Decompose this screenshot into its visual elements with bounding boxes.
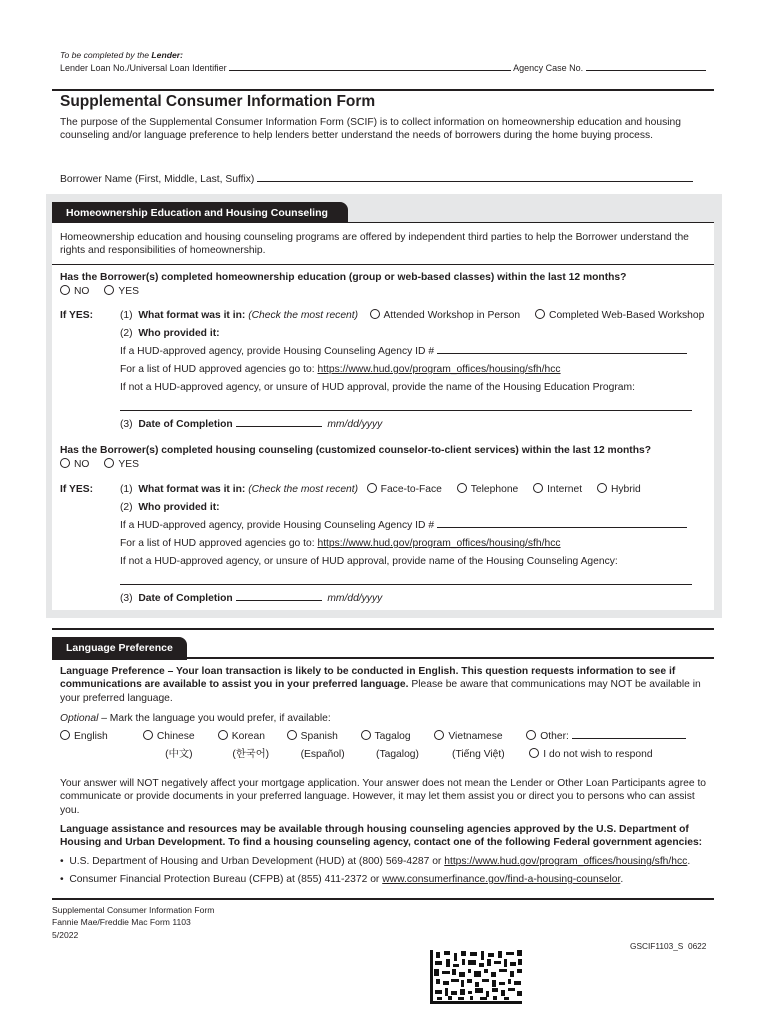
q1-yes-label: YES xyxy=(118,286,139,297)
edu-n1: (1) xyxy=(120,310,133,321)
borrower-name-field[interactable] xyxy=(257,181,693,182)
edu-who-provided: Who provided it: xyxy=(138,328,220,339)
language-tagalog-label: Tagalog xyxy=(374,731,411,742)
coun-hud-id-field[interactable] xyxy=(437,527,687,528)
language-tagalog-native: (Tagalog) xyxy=(376,749,419,760)
coun-format-q: What format was it in: xyxy=(138,484,246,495)
q2-no-label: NO xyxy=(74,459,90,470)
agency-case-field[interactable] xyxy=(586,70,706,71)
edu-hud-id-field[interactable] xyxy=(437,353,687,354)
language-note: Your answer will NOT negatively affect your mortgage application. Your answer does not mean the Lender or Other Loan Participants agree to communicate or provide documents in your preferred language. However, it may let them assist you or direct you to persons who can assist you. xyxy=(60,778,707,816)
edu-if-yes: If YES: xyxy=(60,310,93,321)
edu-n2: (2) xyxy=(120,328,133,339)
form-title: Supplemental Consumer Information Form xyxy=(60,93,376,110)
edu-option-workshop-label: Attended Workshop in Person xyxy=(383,310,521,321)
edu-option-workshop[interactable] xyxy=(370,309,521,322)
language-intro xyxy=(60,665,712,705)
language-other-field[interactable] xyxy=(572,738,686,739)
language-optional-label: Optional xyxy=(60,713,99,724)
coun-date-field[interactable] xyxy=(236,600,322,601)
coun-hud-id-label: If a HUD-approved agency, provide Housing Counseling Agency ID # xyxy=(120,520,435,531)
language-vietnamese[interactable] xyxy=(434,730,523,743)
language-tab: Language Preference xyxy=(52,637,187,660)
edu-hud-link[interactable]: https://www.hud.gov/program_offices/housing/sfh/hcc xyxy=(317,364,561,375)
q2-answers xyxy=(60,458,151,471)
hud-contact-period: . xyxy=(687,856,691,867)
coun-list-row xyxy=(120,537,561,550)
language-other[interactable] xyxy=(526,730,686,743)
language-tab-rule xyxy=(52,657,714,659)
coun-option-phone[interactable] xyxy=(457,483,519,496)
agency-case-label: Agency Case No. xyxy=(513,63,584,73)
q2-yes-label: YES xyxy=(118,459,139,470)
barcode-icon xyxy=(430,950,522,1004)
language-spanish-label: Spanish xyxy=(300,731,338,742)
language-korean-label: Korean xyxy=(231,731,265,742)
language-chinese-label: Chinese xyxy=(156,731,195,742)
language-chinese[interactable] xyxy=(143,730,215,743)
coun-not-hud-label: If not a HUD-approved agency, or unsure of HUD approval, provide name of the Housing Counseling Agency: xyxy=(120,556,618,567)
language-korean-native: (한국어) xyxy=(232,749,270,760)
language-assist: Language assistance and resources may be available through housing counseling agencies approved by the U.S. Department of Housing and Urban Development. To find a housing counseling agency, contact one of the following Federal government agencies: xyxy=(60,824,703,849)
coun-option-hybrid-label: Hybrid xyxy=(610,484,641,495)
coun-option-face[interactable] xyxy=(367,483,442,496)
language-other-label: Other: xyxy=(540,731,569,742)
edu-not-hud-row xyxy=(120,381,635,394)
education-tab: Homeownership Education and Housing Counseling xyxy=(52,202,348,225)
form-purpose: The purpose of the Supplemental Consumer Information Form (SCIF) is to collect information on homeownership education and housing counseling and/or language preference to help lenders better understand the needs of borrowers during the home buying process. xyxy=(60,117,681,142)
footer-code: GSCIF1103_S 0622 xyxy=(630,941,707,951)
language-tagalog-radio[interactable] xyxy=(361,730,371,740)
edu-hud-id-row xyxy=(120,345,687,358)
footer-form-name: Supplemental Consumer Information Form xyxy=(52,905,215,915)
q1-no-label: NO xyxy=(74,286,90,297)
coun-list-prefix: For a list of HUD approved agencies go to: xyxy=(120,538,318,549)
coun-date-label: Date of Completion xyxy=(138,593,233,604)
coun-n3: (3) xyxy=(120,593,133,604)
edu-format-q: What format was it in: xyxy=(138,310,246,321)
coun-option-hybrid-radio[interactable] xyxy=(597,483,607,493)
language-no-respond[interactable] xyxy=(529,748,652,761)
language-chinese-radio[interactable] xyxy=(143,730,153,740)
q2-counseling: Has the Borrower(s) completed housing counseling (customized counselor-to-client services) within the last 12 months? xyxy=(60,445,652,456)
language-spanish-radio[interactable] xyxy=(287,730,297,740)
coun-hud-link[interactable]: https://www.hud.gov/program_offices/housing/sfh/hcc xyxy=(317,538,561,549)
q1-answers xyxy=(60,285,151,298)
language-optional-row xyxy=(60,712,331,725)
lender-loan-label: Lender Loan No./Universal Loan Identifier xyxy=(60,63,227,73)
q2-yes-option[interactable] xyxy=(104,458,139,471)
coun-not-hud-row xyxy=(120,555,618,568)
language-optional-text: – Mark the language you would prefer, if available: xyxy=(98,713,331,724)
edu-not-hud-label: If not a HUD-approved agency, or unsure of HUD approval, provide the name of the Housing Education Program: xyxy=(120,382,635,393)
coun-agency-name-field[interactable] xyxy=(120,573,692,585)
coun-option-internet-radio[interactable] xyxy=(533,483,543,493)
education-intro: Homeownership education and housing counseling programs are offered by independent third parties to help the Borrower understand the rights and responsibilities of homeownership. xyxy=(60,232,689,257)
edu-date-field[interactable] xyxy=(236,426,322,427)
coun-date-format: mm/dd/yyyy xyxy=(327,593,383,604)
coun-option-phone-label: Telephone xyxy=(470,484,519,495)
coun-option-phone-radio[interactable] xyxy=(457,483,467,493)
hud-contact-row xyxy=(60,855,690,868)
edu-list-prefix: For a list of HUD approved agencies go to: xyxy=(120,364,318,375)
language-options-row xyxy=(60,730,686,743)
edu-format-row xyxy=(120,309,716,322)
borrower-name-row xyxy=(60,173,693,186)
q1-yes-option[interactable] xyxy=(104,285,139,298)
edu-date-row xyxy=(120,418,382,431)
edu-check-recent: (Check the most recent) xyxy=(248,310,359,321)
intro-divider xyxy=(52,264,714,265)
q1-no-option[interactable] xyxy=(60,285,89,298)
edu-option-workshop-radio[interactable] xyxy=(370,309,380,319)
coun-option-internet[interactable] xyxy=(533,483,582,496)
q2-yes-radio[interactable] xyxy=(104,458,114,468)
language-no-respond-radio[interactable] xyxy=(529,748,539,758)
coun-check-recent: (Check the most recent) xyxy=(248,484,359,495)
edu-list-row xyxy=(120,363,561,376)
cfpb-contact-row xyxy=(60,873,623,886)
q2-no-option[interactable] xyxy=(60,458,89,471)
coun-hud-id-row xyxy=(120,519,687,532)
coun-format-row xyxy=(120,483,653,496)
edu-n3: (3) xyxy=(120,419,133,430)
language-korean[interactable] xyxy=(218,730,284,743)
language-no-respond-label: I do not wish to respond xyxy=(543,749,653,760)
footer-form-number: Fannie Mae/Freddie Mac Form 1103 xyxy=(52,917,191,927)
language-english-radio[interactable] xyxy=(60,730,70,740)
coun-n2: (2) xyxy=(120,502,133,513)
language-vietnamese-radio[interactable] xyxy=(434,730,444,740)
edu-date-format: mm/dd/yyyy xyxy=(327,419,383,430)
footer-divider xyxy=(52,898,714,900)
coun-option-face-radio[interactable] xyxy=(367,483,377,493)
cfpb-contact-text: Consumer Financial Protection Bureau (CFPB) at (855) 411-2372 or xyxy=(69,874,383,885)
lender-loan-field[interactable] xyxy=(229,70,511,71)
top-divider xyxy=(52,89,714,91)
coun-who-row xyxy=(120,501,220,514)
coun-option-hybrid[interactable] xyxy=(597,483,641,496)
language-vietnamese-label: Vietnamese xyxy=(448,731,503,742)
edu-date-label: Date of Completion xyxy=(138,419,233,430)
language-intro-rest: Please be aware that communications may NOT be available in your preferred language. xyxy=(60,679,701,704)
coun-n1: (1) xyxy=(120,484,133,495)
edu-program-name-field[interactable] xyxy=(120,399,692,411)
coun-date-row xyxy=(120,592,382,605)
edu-who-row xyxy=(120,327,220,340)
lender-instruction-prefix: To be completed by the xyxy=(60,50,152,60)
borrower-name-label: Borrower Name (First, Middle, Last, Suffix) xyxy=(60,174,255,185)
language-korean-radio[interactable] xyxy=(218,730,228,740)
q2-no-radio[interactable] xyxy=(60,458,70,468)
hud-contact-text: U.S. Department of Housing and Urban Development (HUD) at (800) 569-4287 or xyxy=(69,856,445,867)
lender-loan-row xyxy=(60,63,706,75)
edu-option-web-radio[interactable] xyxy=(535,309,545,319)
language-chinese-native: (中文) xyxy=(165,749,193,760)
hud-contact-link[interactable]: https://www.hud.gov/program_offices/housing/sfh/hcc xyxy=(444,856,688,867)
q1-education: Has the Borrower(s) completed homeownership education (group or web-based classes) within the last 12 months? xyxy=(60,272,627,283)
cfpb-contact-bullet: • xyxy=(60,874,64,885)
language-spanish-native: (Español) xyxy=(300,749,345,760)
language-top-divider xyxy=(52,628,714,630)
language-english[interactable] xyxy=(60,730,128,743)
coun-if-yes: If YES: xyxy=(60,484,93,495)
hud-contact-bullet: • xyxy=(60,856,64,867)
language-other-radio[interactable] xyxy=(526,730,536,740)
edu-option-web[interactable] xyxy=(535,309,704,322)
coun-option-face-label: Face-to-Face xyxy=(380,484,442,495)
coun-option-internet-label: Internet xyxy=(547,484,583,495)
language-english-label: English xyxy=(74,731,108,742)
q1-no-radio[interactable] xyxy=(60,285,70,295)
q1-yes-radio[interactable] xyxy=(104,285,114,295)
edu-hud-id-label: If a HUD-approved agency, provide Housing Counseling Agency ID # xyxy=(120,346,435,357)
edu-option-web-label: Completed Web-Based Workshop xyxy=(549,310,705,321)
lender-instruction-who: Lender: xyxy=(151,50,183,60)
language-vietnamese-native: (Tiếng Việt) xyxy=(452,749,505,760)
lender-instruction xyxy=(60,50,183,61)
language-intro-bold: Language Preference – Your loan transaction is likely to be conducted in English. This question requests information to see if communications are available to assist you in your preferred language. xyxy=(60,666,676,691)
language-tagalog[interactable] xyxy=(361,730,432,743)
footer-form-date: 5/2022 xyxy=(52,930,79,940)
cfpb-contact-link[interactable]: www.consumerfinance.gov/find-a-housing-counselor xyxy=(382,874,621,885)
cfpb-contact-period: . xyxy=(620,874,624,885)
language-spanish[interactable] xyxy=(287,730,358,743)
language-native-row xyxy=(60,748,665,761)
coun-who-provided: Who provided it: xyxy=(138,502,220,513)
